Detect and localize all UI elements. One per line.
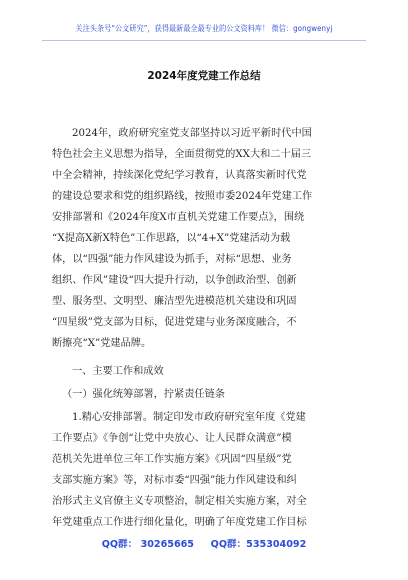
paragraph-line: 工作要点》《争创“让党中央放心、让人民群众满意”模	[52, 433, 292, 444]
paragraph-line: 年党建重点工作进行细化量化，明确了年度党建工作目标	[52, 517, 307, 528]
intro-line: “四星级”党支部为目标，促进党建与业务深度融合，不	[52, 317, 297, 328]
intro-line: 型、服务型、文明型、廉洁型先进模范机关建设和巩固	[52, 296, 297, 307]
paragraph-line: 范机关先进单位三年工作实施方案》《巩固“四星级”党	[52, 454, 292, 465]
paragraph-line: 1.精心安排部署。制定印发市政府研究室年度《党建	[72, 412, 306, 423]
paragraph-line: 治形式主义官僚主义专项整治，制定相关实施方案，对全	[52, 496, 307, 507]
intro-line: 2024年，政府研究室党支部坚持以习近平新时代中国	[72, 128, 312, 139]
intro-line: “X提高X新X特色”工作思路，以“4+X”党建活动为载	[52, 233, 291, 244]
intro-line: 特色社会主义思想为指导，全面贯彻党的XX大和二十届三	[52, 149, 312, 160]
subsection-heading: （一）强化统筹部署，拧紧责任链条	[62, 389, 225, 400]
intro-line: 安排部署和《2024年度X市直机关党建工作要点》，围绕	[52, 212, 305, 223]
document-title: 2024年度党建工作总结	[147, 70, 261, 82]
intro-line: 的建设总要求和党的组织路线，按照市委2024年党建工作	[52, 191, 313, 202]
header-note: 关注头条号“公文研究”，获得最新最全最专业的公文资料库！ 微信：gongwenyj	[75, 24, 333, 33]
intro-line: 断擦亮“X”党建品牌。	[52, 338, 152, 349]
paragraph-line: 支部实施方案》等，对标市委“四强”能力作风建设和纠	[52, 475, 297, 486]
header-divider	[42, 40, 366, 41]
intro-line: 体，以“四强”能力作风建设为抓手，对标“思想、业务	[52, 254, 292, 265]
intro-line: 中全会精神，持续深化党纪学习教育，认真落实新时代党	[52, 170, 307, 181]
section-heading: 一、主要工作和成效	[72, 366, 164, 377]
footer-note: QQ群： 30265665 QQ群：535304092	[101, 539, 307, 550]
intro-line: 组织、作风”建设“四大提升行动，以争创政治型、创新	[52, 275, 297, 286]
